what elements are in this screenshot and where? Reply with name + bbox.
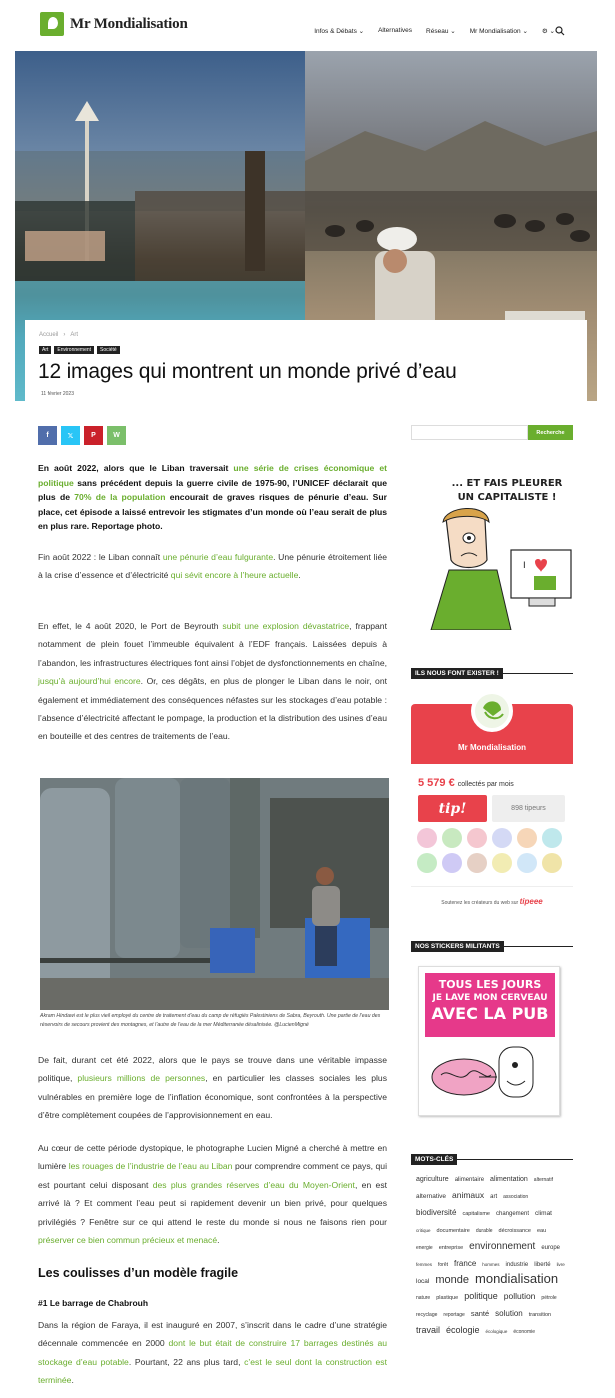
tag-cloud-item[interactable]: politique [464,1291,498,1301]
tag-cloud-item[interactable]: local [416,1278,430,1285]
logo-icon [40,12,64,36]
breadcrumb-art[interactable]: Art [70,332,79,338]
paragraph-text: , frappant notamment de plein fouet l’immeuble équivalent à l’EDF français. Laissées depuis à l’abandon, les infrastructures électriques font ainsi l’objet de dysfonctionnements en chaîne, [38,621,387,668]
tag-cloud-item[interactable]: décroissance [498,1228,531,1234]
nav-infos-debats[interactable]: Infos & Débats ⌄ [314,28,365,35]
article-lead [38,461,387,534]
tag-cloud-item[interactable]: monde [435,1274,470,1286]
tip-button[interactable]: tip! [418,795,487,822]
tags-title-text: MOTS-CLÉS [411,1154,457,1165]
tag-cloud-item[interactable]: femmes [416,1262,433,1267]
link-penurie[interactable]: une pénurie d’eau fulgurante [162,552,274,562]
lead-text: En août 2022, alors que le Liban traversait [38,463,234,473]
article-title: 12 images qui montrent un monde privé d’eau [38,360,457,383]
twitter-share-button[interactable]: 𝕏 [61,426,80,445]
tag-cloud-item[interactable]: économie [513,1329,536,1335]
site-logo[interactable] [40,12,188,36]
tag-cloud-item[interactable]: france [454,1259,477,1268]
tag-cloud-item[interactable]: solution [495,1309,523,1318]
sidebar-search-input[interactable] [411,425,528,440]
lead-link-population[interactable]: 70% de la population [74,492,166,503]
tag-environnement[interactable]: Environnement [54,346,94,354]
article-date: 11 février 2023 [41,391,74,397]
nav-settings[interactable]: ⚙ ⌄ [541,28,555,35]
tag-cloud-item[interactable]: reportage [443,1312,465,1318]
paragraph-5 [38,1316,387,1390]
supporter-avatar[interactable] [417,853,437,873]
tag-societe[interactable]: Société [97,346,120,354]
paragraph-text: pour comprendre comment ce pays, qui est pourtant celui disposant [38,1161,387,1190]
tag-cloud-item[interactable]: transition [528,1312,552,1318]
paragraph-text: , en particulier les classes sociales les plus vulnérables en première loge de l’inflation économique, sont confrontées à la perspective d’être complètement coupées de l’approvisionnement en eau. [38,1073,387,1121]
paragraph-4 [38,1139,387,1249]
tag-cloud-item[interactable]: eau [536,1228,547,1234]
tag-cloud-item[interactable]: travail [416,1325,441,1335]
sticker-image[interactable] [418,966,560,1116]
paragraph-3 [38,1051,387,1125]
tipeee-footer-text: Soutenez les créateurs du web sur [441,900,519,906]
paragraph-text: . [217,1235,220,1246]
category-tags [39,346,120,354]
lead-text: sans précédent depuis la guerre civile de 1975-90, l’UNICEF déclarait que plus de [38,477,387,503]
tipeee-footer[interactable] [411,886,573,906]
tag-cloud-item[interactable]: pollution [503,1291,536,1301]
tag-cloud-item[interactable]: biodiversité [416,1208,457,1217]
tag-cloud-item[interactable]: documentaire [436,1228,470,1234]
nav-alternatives[interactable]: Alternatives [378,27,413,34]
sticker-line-3: AVEC LA PUB [431,1004,549,1023]
tag-cloud-item[interactable]: écologique [485,1329,508,1334]
nav-mr-mondialisation[interactable]: Mr Mondialisation ⌄ [469,28,528,35]
tag-cloud-item[interactable]: alimentation [490,1176,528,1183]
paragraph-text: De fait, durant cet été 2022, alors que le pays se trouve dans une véritable impasse politique, [38,1055,387,1084]
tag-cloud-item[interactable]: durable [475,1228,493,1234]
sticker-line-2: JE LAVE MON CERVEAU [432,993,548,1003]
whatsapp-share-button[interactable]: W [107,426,126,445]
supporter-avatar[interactable] [542,853,562,873]
search-icon[interactable] [555,26,565,36]
paragraph-text: Dans la région de Faraya, il est inauguré en 2007, s’inscrit dans le cadre d’une stratégie décennale commencée en 2000 [38,1320,387,1349]
share-buttons [38,426,126,445]
link-reserves[interactable]: des plus grandes réserves d’eau du Moyen-Orient [152,1179,355,1190]
tag-cloud-item[interactable]: environnement [469,1241,536,1252]
supporters-title-text: ILS NOUS FONT EXISTER ! [411,668,503,679]
paragraph-text: . Or, ces dégâts, en plus de plonger le Liban dans le noir, ont également et immédiatement des conséquences néfastes sur les stockages d’eau potable : l’absence d’électricité affectant le pompage, la production et la distribution des usines d’eau en bouteille et des centres de traitements de l’eau. [38,676,387,742]
paragraph-text: , en est arrivé là ? Et comment l’eau peut si rapidement devenir un bien privé, pour quelques privilégiés ? Fenêtre sur ce qui attend le reste du monde si nous ne faisons rien pour [38,1179,388,1227]
tag-cloud-item[interactable]: agriculture [416,1176,449,1183]
supporter-avatar[interactable] [517,853,537,873]
tag-cloud-item[interactable]: alternative [416,1193,446,1200]
paragraph-text: Fin août 2022 : le Liban connaît [38,552,163,562]
tag-cloud-item[interactable]: mondialisation [475,1271,559,1286]
link-aujourdhui[interactable]: jusqu’à aujourd’hui encore [38,676,141,687]
supporter-avatar[interactable] [467,853,487,873]
supporter-avatar[interactable] [442,828,462,848]
paragraph-text: En effet, le 4 août 2020, le Port de Beyrouth [38,621,223,631]
paragraph-1 [38,548,387,585]
paragraph-text: Au cœur de cette période dystopique, le photographe Lucien Migné a cherché à mettre en lumière [38,1143,387,1172]
paragraph-2 [38,617,387,746]
tag-cloud-item[interactable]: capitalisme [462,1211,490,1217]
supporter-avatar[interactable] [467,828,487,848]
tipeee-logo: tipeee [519,897,543,906]
tag-cloud-item[interactable]: hommes [482,1262,500,1267]
link-crise-actuelle[interactable]: qui sévit encore à l’heure actuelle [170,570,299,581]
tag-cloud-item[interactable]: entreprise [438,1245,464,1251]
logo-text: Mr Mondialisation [70,15,188,32]
stickers-title-text: NOS STICKERS MILITANTS [411,941,504,952]
tag-cloud-item[interactable]: liberté [534,1262,551,1268]
paragraph-text: . [298,570,301,581]
tag-cloud-item[interactable]: europe [541,1245,560,1251]
tag-cloud-item[interactable]: changement [495,1211,530,1217]
paragraph-text: . [71,1375,74,1386]
amount-value: 5 579 € [418,777,455,789]
tag-cloud-item[interactable]: art [490,1194,498,1200]
tipeee-avatar [471,690,513,732]
sidebar-search-button[interactable]: Recherche [528,425,573,440]
tag-art[interactable]: Art [39,346,51,354]
sticker-line-1: TOUS LES JOURS [438,978,542,991]
stickers-block-title [411,935,573,950]
paragraph-text: . Une pénurie étroitement liée à la crise d’essence et d’électricité [38,552,387,581]
tag-cloud-item[interactable]: industrie [505,1262,529,1268]
tag-cloud-item[interactable]: critique [416,1228,431,1233]
tag-cloud-item[interactable]: animaux [452,1190,485,1200]
sticker-banner [425,973,555,1037]
supporter-avatar[interactable] [517,828,537,848]
breadcrumb-separator: › [63,332,66,338]
facebook-share-button[interactable]: f [38,426,57,445]
supporter-avatar[interactable] [417,828,437,848]
comic-illustration[interactable] [411,470,573,630]
link-millions[interactable]: plusieurs millions de personnes [77,1073,206,1084]
subsection-heading: #1 Le barrage de Chabrouh [38,1298,149,1308]
link-bien-commun[interactable]: préserver ce bien commun précieux et menacé [38,1235,218,1246]
tag-cloud-item[interactable]: livre [556,1262,565,1267]
tag-cloud-item[interactable]: association [503,1194,529,1200]
tag-cloud-item[interactable]: climat [535,1210,552,1217]
breadcrumb [39,332,78,338]
tipeee-amount [418,777,514,789]
tags-block-title [411,1148,573,1163]
supporter-avatar[interactable] [542,828,562,848]
tag-cloud-item[interactable]: santé [470,1309,490,1318]
tag-cloud [416,1170,573,1339]
link-barrages[interactable]: dont le but était de construire 17 barrages destinés au stockage d’eau potable [38,1338,387,1367]
brain-illustration-icon [419,1037,561,1117]
article-photo-water-tanks [40,778,389,1010]
link-seul-termine[interactable]: c’est le seul dont la construction est terminée [38,1356,387,1386]
svg-text:I: I [523,561,526,571]
supporter-avatar[interactable] [442,853,462,873]
tag-cloud-item[interactable]: energie [416,1245,433,1251]
tipeurs-count[interactable]: 898 tipeurs [492,795,565,822]
comic-text-line-1: ... ET FAIS PLEURER [451,478,563,489]
supporter-avatar[interactable] [492,828,512,848]
nav-reseau[interactable]: Réseau ⌄ [426,28,456,35]
photo-caption: Akram Hindawi est le plus vieil employé du centre de traitement d’eau du camp de réfugiés Palestiniens de Sabra, Beyrouth. Une partie de l’eau des réservoirs de secours provient des montagnes, et l’autre de l’eau de la mer Méditerranée désalinisée. @LucienMigné [40,1013,381,1028]
site-header [0,0,615,50]
tag-cloud-item[interactable]: nature [416,1295,431,1301]
amount-suffix: collectés par mois [457,781,514,788]
lead-text: encourait de graves risques de pénurie d’eau. Sur place, cet épisode a laissé entrevoir les stigmates d’un monde où l’eau serait de plus en plus rare. Reportage photo. [38,492,387,532]
tag-cloud-item[interactable]: alimentaire [454,1177,485,1183]
link-rouages[interactable]: les rouages de l’industrie de l’eau au Liban [68,1161,233,1172]
breadcrumb-home[interactable]: Accueil [39,332,59,338]
supporters-block-title [411,662,573,677]
supporter-avatars [417,828,569,873]
pinterest-share-button[interactable]: P [84,426,103,445]
link-explosion[interactable]: subit une explosion dévastatrice [222,621,350,631]
tag-cloud-item[interactable]: recyclage [416,1312,438,1318]
article-header-card [25,320,587,401]
tag-cloud-item[interactable]: plastique [436,1295,459,1301]
tipeee-creator-name[interactable]: Mr Mondialisation [458,743,526,752]
main-nav [314,27,555,35]
supporter-avatar[interactable] [492,853,512,873]
tag-cloud-item[interactable]: pétrole [541,1295,557,1301]
tag-cloud-item[interactable]: alternatif [533,1177,553,1183]
lead-link-crises[interactable]: une série de crises économique et politique [38,463,387,488]
paragraph-text: . Pourtant, 22 ans plus tard, [128,1356,245,1367]
section-heading: Les coulisses d’un modèle fragile [38,1266,239,1280]
tag-cloud-item[interactable]: écologie [446,1325,480,1335]
comic-text-line-2: UN CAPITALISTE ! [457,492,557,503]
tag-cloud-item[interactable]: forêt [438,1262,449,1268]
